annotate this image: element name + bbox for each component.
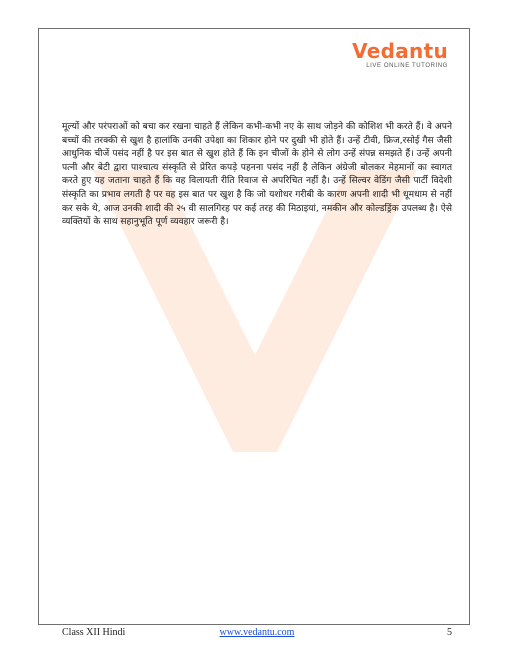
body-paragraph: मूल्यों और परंपराओं को बचा कर रखना चाहते हैं लेकिन कभी-कभी नए के साथ जोड़ने की कोशिश भी करते हैं। वे अपने बच्चों की तरक्की से खुश है हालांकि उनकी उपेक्षा का शिकार होने पर दुखी भी होते हैं। उन्हें टीवी, फ्रिज,रसोई गैस जैसी आधुनिक चीजें पसंद नहीं है पर इस बात से खुश होते हैं कि इन चीजों के होने से लोग उन्हें संपन्न समझते हैं। उन्हें अपनी पत्नी और बेटी द्वारा पाश्चात्य संस्कृति से प्रेरित कपड़े पहनना पसंद नहीं है लेकिन अंग्रेजी बोलकर मेहमानों का स्वागत करते हुए यह जताना चाहते हैं कि वह विलायती रीति रिवाज से अपरिचित नहीं है। उन्हें सिल्वर वेडिंग जैसी पार्टी विदेशी संस्कृति का प्रभाव लगती है पर वह इस बात पर खुश है कि जो यशोधर गरीबी के कारण अपनी शादी भी धूमधाम से नहीं कर सके थे, आज उनकी शादी की २५ वी सालगिरह पर कई तरह की मिठाइयां, नमकीन और कोल्डड्रिंक उपलब्ध है। ऐसे व्यक्तियों के साथ सहानुभूति पूर्ण व्यवहार जरूरी है। — [62, 122, 452, 228]
main-content — [62, 121, 452, 230]
vedantu-logo — [352, 40, 448, 70]
page-number: 5 — [447, 627, 452, 638]
logo-tagline: LIVE ONLINE TUTORING — [366, 63, 448, 69]
footer-class-label: Class XII Hindi — [62, 627, 126, 638]
logo-wordmark: Vedantu — [352, 39, 448, 63]
page-footer — [62, 627, 452, 641]
footer-website-link[interactable]: www.vedantu.com — [219, 627, 295, 638]
